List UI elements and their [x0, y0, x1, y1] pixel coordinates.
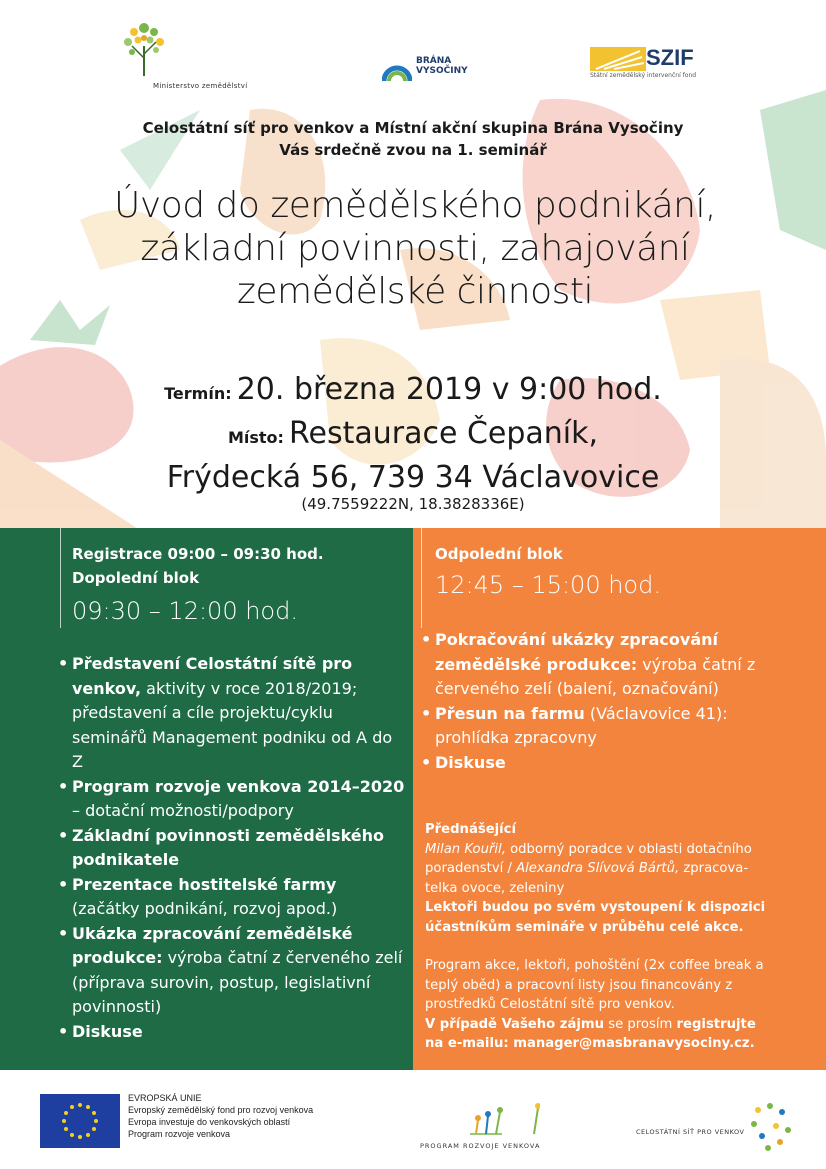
invitation-text: [0, 117, 826, 161]
szif-logo: [588, 45, 698, 85]
eu-line3: Evropa investuje do venkovských oblastí: [128, 1117, 291, 1127]
list-item: • Ukázka zpracování zemědělské produkce: výroba čatní z červeného zelí (příprava surovin, postup, legislativní povinnosti): [58, 922, 408, 1020]
availability-note: Lektoři budou po svém vystoupení k dispozici účastníkům semináře v průběhu celé akce.: [425, 900, 766, 935]
event-details: [0, 370, 826, 502]
divider-line: [421, 528, 422, 628]
morning-block-label: Dopolední blok: [72, 569, 200, 587]
brana-line2: VYSOČINY: [416, 66, 468, 76]
list-item: • Pokračování ukázky zpracování zemědělské produkce: výroba čatní z červeného zelí (balení, označování): [421, 628, 781, 702]
invitation-line2: Vás srdečně zvou na 1. seminář: [279, 141, 547, 159]
list-item: • Základní povinnosti zemědělského podnikatele: [58, 824, 408, 873]
morning-block: [0, 528, 413, 1070]
term-value: 20. března 2019 v 9:00 hod.: [236, 372, 662, 407]
morning-program-list: [58, 652, 408, 1044]
afternoon-time: 12:45 – 15:00 hod.: [435, 571, 661, 599]
term-row: [0, 370, 826, 414]
footer: [0, 1070, 826, 1169]
list-item: • Program rozvoje venkova 2014–2020 – dotační možnosti/podpory: [58, 775, 408, 824]
eu-flag-icon: [40, 1094, 120, 1148]
lecturers-heading: Přednášející: [425, 822, 517, 837]
place-row: [0, 414, 826, 458]
registration-time: Registrace 09:00 – 09:30 hod.: [72, 545, 324, 563]
ministry-of-agriculture-logo: [120, 18, 280, 90]
list-item: • Prezentace hostitelské farmy (začátky podnikání, rozvoj apod.): [58, 873, 408, 922]
gps-coordinates: (49.7559222N, 18.3828336E): [301, 495, 525, 513]
eu-line4: Program rozvoje venkova: [128, 1129, 231, 1139]
csv-label: CELOSTÁTNÍ SÍŤ PRO VENKOV: [636, 1128, 745, 1136]
list-item: • Diskuse: [58, 1020, 408, 1045]
invitation-line1: Celostátní síť pro venkov a Místní akční skupina Brána Vysočiny: [142, 119, 684, 137]
title-line3: zemědělské činnosti: [236, 271, 593, 312]
brana-line1: BRÁNA: [416, 56, 452, 66]
prv-label: PROGRAM ROZVOJE VENKOVA: [420, 1142, 541, 1150]
place-label: Místo:: [227, 428, 284, 447]
financing-note: Program akce, lektoři, pohoštění (2x coffee break a teplý oběd) a pracovní listy jsou financovány z prostředků Celostátní sítě pro venkov.: [425, 958, 764, 1012]
tree-icon: [120, 18, 166, 78]
szif-stripes-icon: [590, 47, 646, 71]
arch-icon: [382, 57, 412, 81]
morning-time: 09:30 – 12:00 hod.: [72, 597, 298, 625]
term-label: Termín:: [164, 384, 232, 403]
mze-label: Ministerstvo zemědělství: [153, 82, 248, 90]
sprouts-icon: [420, 1100, 540, 1138]
divider-line: [60, 528, 61, 628]
registration-note: V případě Vašeho zájmu se prosím registrujte na e-mailu: manager@masbranavysociny.cz.: [425, 1016, 756, 1051]
title-line2: základní povinnosti, zahajování: [140, 228, 690, 269]
list-item: • Diskuse: [421, 751, 781, 776]
list-item: • Přesun na farmu (Václavovice 41): prohlídka zpracovny: [421, 702, 781, 751]
eu-line1: EVROPSKÁ UNIE: [128, 1093, 202, 1103]
place-line2: Frýdecká 56, 739 34 Václavovice: [166, 460, 660, 495]
afternoon-block: [413, 528, 826, 1070]
eu-line2: Evropský zemědělský fond pro rozvoj venkova: [128, 1105, 314, 1115]
program-rozvoje-venkova-logo: [420, 1100, 540, 1160]
afternoon-program-list: [421, 628, 781, 775]
place-line1: Restaurace Čepaník,: [289, 416, 599, 451]
celostatni-sit-logo: [636, 1100, 796, 1160]
szif-name: SZIF: [646, 45, 694, 70]
list-item: • Představení Celostátní sítě pro venkov, aktivity v roce 2018/2019; představení a cíle projektu/cyklu seminářů Management podniku od A do Z: [58, 652, 408, 775]
lecturers-section: [425, 820, 773, 1054]
brana-vysociny-logo: [382, 55, 492, 85]
szif-subtitle: Státní zemědělský intervenční fond: [590, 72, 697, 79]
network-dots-icon: [746, 1100, 796, 1156]
title-line1: Úvod do zemědělského podnikání,: [114, 185, 716, 226]
seminar-title: [0, 184, 826, 313]
lecturers-text: Milan Kouřil, odborný poradce v oblasti dotačního poradenství / Alexandra Slívová Bártů, zpracova-telka ovoce, zeleniny: [425, 841, 752, 896]
contact-email[interactable]: na e-mailu: manager@masbranavysociny.cz.: [425, 1036, 755, 1051]
eu-funding-text: [128, 1092, 313, 1140]
afternoon-block-label: Odpolední blok: [435, 545, 563, 563]
